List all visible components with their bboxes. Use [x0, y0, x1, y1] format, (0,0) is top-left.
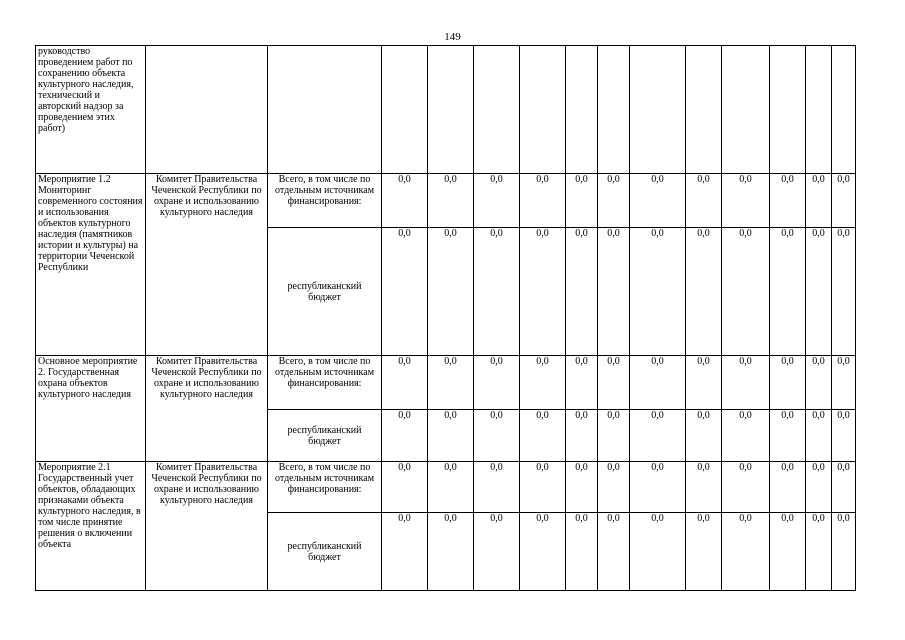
amount-cell [630, 46, 686, 174]
amount-cell: 0,0 [566, 228, 598, 356]
amount-cell [686, 46, 722, 174]
amount-cell: 0,0 [474, 356, 520, 410]
amount-cell: 0,0 [770, 356, 806, 410]
amount-cell [832, 46, 856, 174]
amount-cell: 0,0 [806, 513, 832, 591]
measure-cell: руководство проведением работ по сохранению объекта культурного наследия, технический и авторский надзор за проведением этих работ) [36, 46, 146, 174]
amount-cell: 0,0 [520, 513, 566, 591]
funding-source-cell: Всего, в том числе по отдельным источникам финансирования: [268, 174, 382, 228]
page-number: 149 [444, 31, 461, 43]
amount-cell: 0,0 [806, 410, 832, 462]
amount-cell [474, 46, 520, 174]
funding-source-cell: республиканский бюджет [268, 410, 382, 462]
amount-cell: 0,0 [832, 410, 856, 462]
amount-cell: 0,0 [520, 174, 566, 228]
amount-cell: 0,0 [382, 410, 428, 462]
amount-cell: 0,0 [566, 174, 598, 228]
amount-cell: 0,0 [686, 356, 722, 410]
amount-cell: 0,0 [474, 513, 520, 591]
amount-cell: 0,0 [520, 228, 566, 356]
amount-cell: 0,0 [770, 228, 806, 356]
table-row [36, 46, 856, 174]
amount-cell [598, 46, 630, 174]
amount-cell [770, 46, 806, 174]
amount-cell: 0,0 [428, 356, 474, 410]
amount-cell [520, 46, 566, 174]
amount-cell: 0,0 [598, 462, 630, 513]
funding-source-cell: Всего, в том числе по отдельным источникам финансирования: [268, 462, 382, 513]
amount-cell: 0,0 [566, 356, 598, 410]
amount-cell: 0,0 [382, 356, 428, 410]
amount-cell: 0,0 [832, 174, 856, 228]
amount-cell: 0,0 [832, 462, 856, 513]
amount-cell: 0,0 [428, 462, 474, 513]
amount-cell: 0,0 [382, 513, 428, 591]
amount-cell: 0,0 [770, 462, 806, 513]
table-row [36, 174, 856, 228]
measure-cell: Основное мероприятие 2. Государственная охрана объектов культурного наследия [36, 356, 146, 462]
funding-source-cell: республиканский бюджет [268, 228, 382, 356]
amount-cell: 0,0 [630, 356, 686, 410]
amount-cell: 0,0 [520, 410, 566, 462]
amount-cell [722, 46, 770, 174]
amount-cell: 0,0 [520, 356, 566, 410]
amount-cell: 0,0 [520, 462, 566, 513]
amount-cell: 0,0 [474, 228, 520, 356]
amount-cell: 0,0 [722, 228, 770, 356]
amount-cell: 0,0 [770, 410, 806, 462]
amount-cell: 0,0 [832, 356, 856, 410]
table-row [36, 462, 856, 513]
amount-cell: 0,0 [474, 410, 520, 462]
amount-cell: 0,0 [598, 513, 630, 591]
amount-cell: 0,0 [630, 228, 686, 356]
amount-cell: 0,0 [722, 356, 770, 410]
amount-cell: 0,0 [566, 513, 598, 591]
amount-cell: 0,0 [722, 410, 770, 462]
amount-cell: 0,0 [598, 228, 630, 356]
amount-cell: 0,0 [806, 228, 832, 356]
amount-cell: 0,0 [806, 174, 832, 228]
amount-cell [382, 46, 428, 174]
amount-cell: 0,0 [428, 174, 474, 228]
amount-cell: 0,0 [474, 462, 520, 513]
amount-cell [806, 46, 832, 174]
amount-cell: 0,0 [598, 410, 630, 462]
amount-cell: 0,0 [770, 174, 806, 228]
funding-source-cell [268, 46, 382, 174]
amount-cell: 0,0 [382, 462, 428, 513]
amount-cell: 0,0 [630, 462, 686, 513]
amount-cell: 0,0 [806, 356, 832, 410]
amount-cell: 0,0 [686, 174, 722, 228]
amount-cell: 0,0 [428, 228, 474, 356]
amount-cell: 0,0 [686, 513, 722, 591]
amount-cell: 0,0 [686, 462, 722, 513]
amount-cell: 0,0 [598, 356, 630, 410]
amount-cell: 0,0 [382, 228, 428, 356]
amount-cell: 0,0 [630, 513, 686, 591]
funding-source-cell: республиканский бюджет [268, 513, 382, 591]
amount-cell: 0,0 [832, 513, 856, 591]
amount-cell: 0,0 [722, 462, 770, 513]
amount-cell: 0,0 [630, 174, 686, 228]
amount-cell: 0,0 [566, 462, 598, 513]
executor-cell: Комитет Правительства Чеченской Республики по охране и использованию культурного наследия [146, 356, 268, 462]
amount-cell: 0,0 [832, 228, 856, 356]
measure-cell: Мероприятие 2.1 Государственный учет объектов, обладающих признаками объекта культурного наследия, в том числе принятие решения о включении объекта [36, 462, 146, 591]
executor-cell: Комитет Правительства Чеченской Республики по охране и использованию культурного наследия [146, 462, 268, 591]
financing-table [35, 45, 856, 591]
executor-cell: Комитет Правительства Чеченской Республики по охране и использованию культурного наследия [146, 174, 268, 356]
table-row [36, 356, 856, 410]
amount-cell [428, 46, 474, 174]
amount-cell: 0,0 [428, 410, 474, 462]
amount-cell: 0,0 [598, 174, 630, 228]
amount-cell: 0,0 [686, 228, 722, 356]
amount-cell: 0,0 [382, 174, 428, 228]
amount-cell: 0,0 [770, 513, 806, 591]
amount-cell: 0,0 [722, 513, 770, 591]
amount-cell [566, 46, 598, 174]
measure-cell: Мероприятие 1.2 Мониторинг современного состояния и использования объектов культурного наследия (памятников истории и культуры) на территории Чеченской Республики [36, 174, 146, 356]
amount-cell: 0,0 [722, 174, 770, 228]
amount-cell: 0,0 [806, 462, 832, 513]
executor-cell [146, 46, 268, 174]
amount-cell: 0,0 [630, 410, 686, 462]
amount-cell: 0,0 [566, 410, 598, 462]
amount-cell: 0,0 [428, 513, 474, 591]
amount-cell: 0,0 [686, 410, 722, 462]
amount-cell: 0,0 [474, 174, 520, 228]
funding-source-cell: Всего, в том числе по отдельным источникам финансирования: [268, 356, 382, 410]
